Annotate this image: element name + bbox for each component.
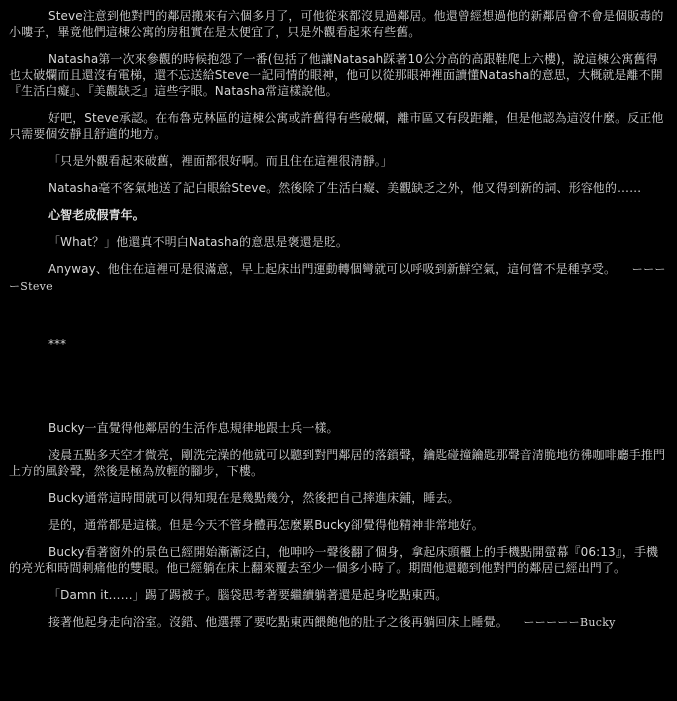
paragraph-2: Natasha第一次來參觀的時候抱怨了一番(包括了他讓Natasah踩著10公分高的高跟鞋爬上六樓)，說這棟公寓舊得也太破爛而且還沒有電梯，還不忘送給Steve一記同情的眼神，他可以從那眼神裡面讀懂Natasha的意思，大概就是離不開『生活白癡』、『美觀缺乏』這些字眼。Natasha常這樣說他。 [9, 52, 663, 98]
paragraph-15 [9, 614, 669, 631]
spacer [9, 306, 669, 336]
paragraph-15-text: 接著他起身走向浴室。沒錯、他選擇了要吃點東西餵飽他的肚子之後再躺回床上睡覺。 [48, 615, 508, 629]
paragraph-13: Bucky看著窗外的景色已經開始漸漸泛白，他呻吟一聲後翻了個身，拿起床頭櫃上的手機點開螢幕『06:13』，手機的亮光和時間刺痛他的雙眼。他已經躺在床上翻來覆去至少一個多小時了。期間他還聽到他對門的鄰居已經出門了。 [9, 545, 659, 575]
paragraph-8 [9, 261, 669, 295]
paragraph-1: Steve注意到他對門的鄰居搬來有六個多月了，可他從來都沒見過鄰居。他還曾經想過他的新鄰居會不會是個販毒的小嘍子，畢竟他們這棟公寓的房租實在是太便宜了，只是外觀看起來有些舊。 [9, 9, 664, 39]
signature-steve: ーーーーSteve [9, 263, 666, 293]
paragraph-10: 凌晨五點多天空才微亮，剛洗完澡的他就可以聽到對門鄰居的落鎖聲，鑰匙碰撞鑰匙那聲音清脆地彷彿咖啡廳手推門上方的風鈴聲，然後是極為放輕的腳步，下樓。 [9, 448, 666, 478]
paragraph-7: 「What？」他還真不明白Natasha的意思是褒還是貶。 [48, 235, 349, 249]
document-body [9, 8, 669, 637]
signature-bucky: ーーーーーBucky [523, 616, 616, 629]
paragraph-14: 「Damn it……」踢了踢被子。腦袋思考著要繼續躺著還是起身吃點東西。 [48, 588, 448, 602]
section-separator: *** [48, 337, 66, 351]
paragraph-11: Bucky通常這時間就可以得知現在是幾點幾分，然後把自己摔進床鋪，睡去。 [48, 491, 460, 505]
paragraph-4: 「只是外觀看起來破舊，裡面都很好啊。而且住在這裡很清靜。」 [48, 154, 393, 168]
paragraph-12: 是的，通常都是這樣。但是今天不管身體再怎麼累Bucky卻覺得他精神非常地好。 [48, 518, 484, 532]
paragraph-5: Natasha毫不客氣地送了記白眼給Steve。然後除了生活白癡、美觀缺乏之外，他又得到新的詞、形容他的…… [48, 181, 642, 195]
paragraph-8-text: Anyway、他住在這裡可是很滿意，早上起床出門運動轉個彎就可以呼吸到新鮮空氣，這何嘗不是種享受。 [48, 262, 617, 276]
paragraph-3: 好吧，Steve承認。在布魯克林區的這棟公寓或許舊得有些破爛，離市區又有段距離，但是他認為這沒什麼。反正他只需要個安靜且舒適的地方。 [9, 111, 664, 141]
spacer [9, 352, 669, 420]
paragraph-9: Bucky一直覺得他鄰居的生活作息規律地跟士兵一樣。 [48, 421, 339, 435]
paragraph-6-heading: 心智老成假青年。 [48, 208, 145, 222]
